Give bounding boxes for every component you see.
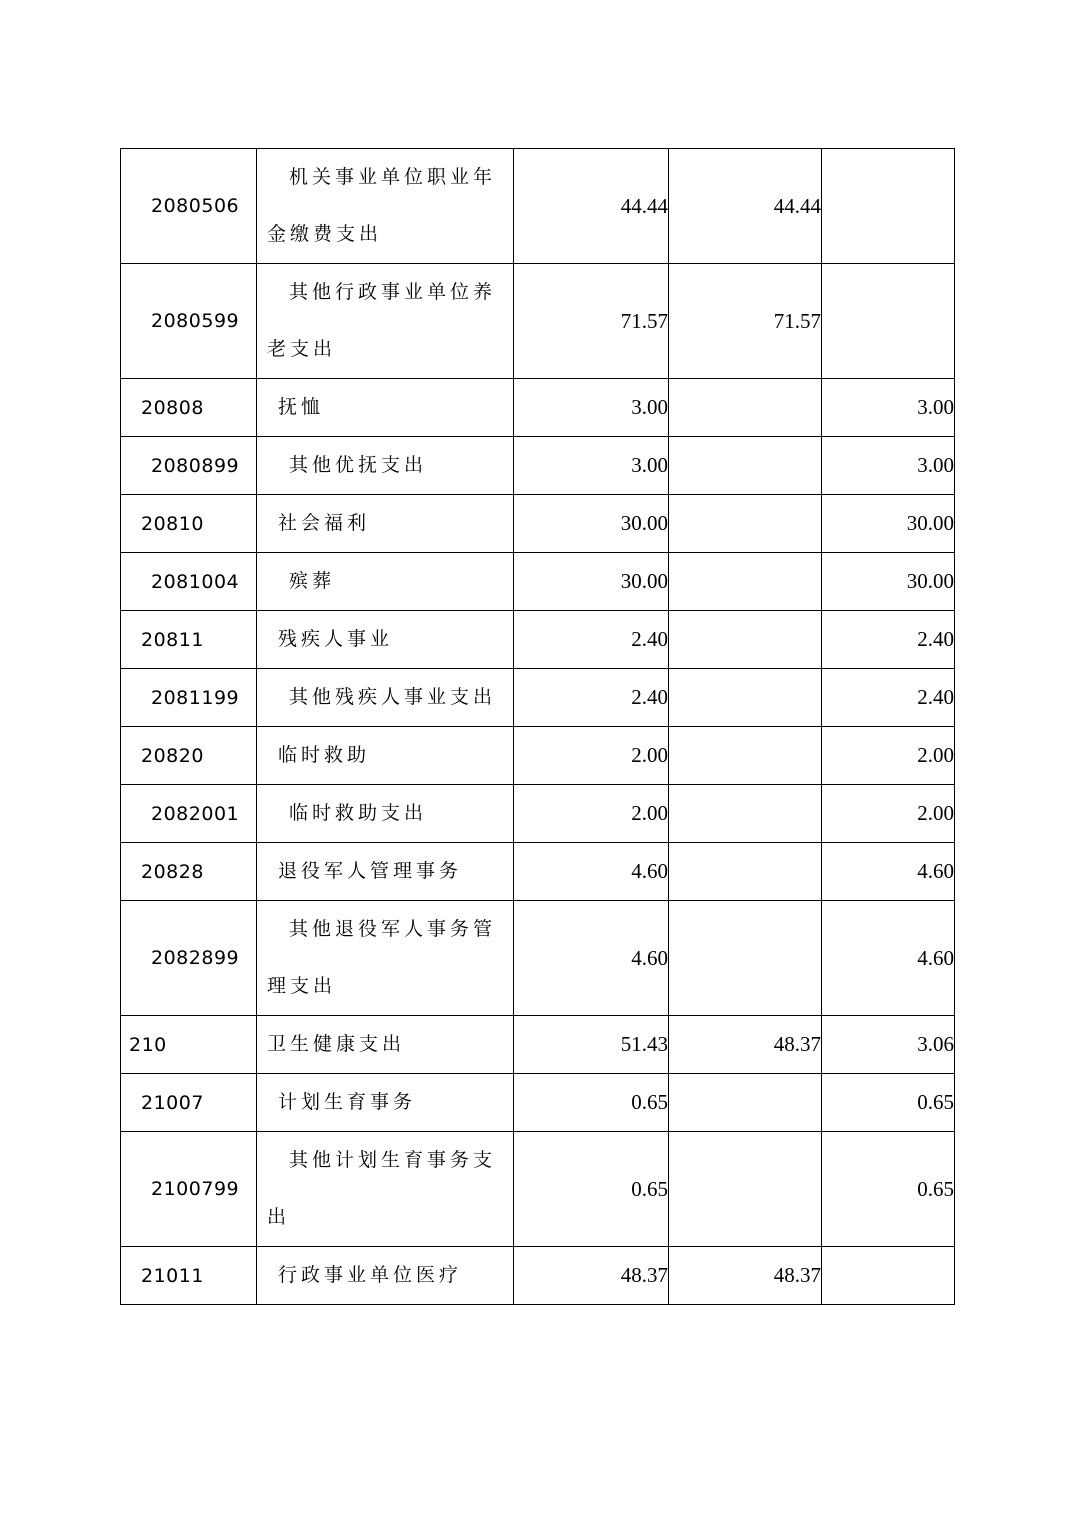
basic-expenditure <box>669 843 822 901</box>
basic-expenditure <box>669 1132 822 1247</box>
basic-expenditure <box>669 727 822 785</box>
function-code: 2081004 <box>121 553 257 611</box>
total-amount: 0.65 <box>514 1074 669 1132</box>
function-name: 殡葬 <box>257 553 514 611</box>
project-expenditure: 2.00 <box>822 727 955 785</box>
project-expenditure: 30.00 <box>822 495 955 553</box>
total-amount: 30.00 <box>514 553 669 611</box>
function-name: 行政事业单位医疗 <box>257 1247 514 1305</box>
function-code: 2080599 <box>121 264 257 379</box>
project-expenditure: 30.00 <box>822 553 955 611</box>
project-expenditure <box>822 1247 955 1305</box>
total-amount: 51.43 <box>514 1016 669 1074</box>
function-name: 社会福利 <box>257 495 514 553</box>
project-expenditure: 4.60 <box>822 901 955 1016</box>
function-code: 2082001 <box>121 785 257 843</box>
function-name: 临时救助 <box>257 727 514 785</box>
table-row <box>121 264 955 379</box>
table-row <box>121 437 955 495</box>
basic-expenditure <box>669 379 822 437</box>
total-amount: 3.00 <box>514 437 669 495</box>
table-row <box>121 379 955 437</box>
project-expenditure: 2.40 <box>822 669 955 727</box>
function-name: 其他行政事业单位养老支出 <box>257 264 514 379</box>
basic-expenditure <box>669 437 822 495</box>
basic-expenditure <box>669 669 822 727</box>
function-code: 20808 <box>121 379 257 437</box>
table-row <box>121 727 955 785</box>
total-amount: 71.57 <box>514 264 669 379</box>
function-name: 其他退役军人事务管理支出 <box>257 901 514 1016</box>
function-code: 2082899 <box>121 901 257 1016</box>
function-name: 其他优抚支出 <box>257 437 514 495</box>
basic-expenditure <box>669 901 822 1016</box>
function-name: 机关事业单位职业年金缴费支出 <box>257 149 514 264</box>
function-code: 210 <box>121 1016 257 1074</box>
table-row <box>121 495 955 553</box>
project-expenditure: 4.60 <box>822 843 955 901</box>
total-amount: 48.37 <box>514 1247 669 1305</box>
function-code: 20820 <box>121 727 257 785</box>
basic-expenditure <box>669 553 822 611</box>
basic-expenditure: 48.37 <box>669 1247 822 1305</box>
function-code: 21011 <box>121 1247 257 1305</box>
basic-expenditure: 71.57 <box>669 264 822 379</box>
function-code: 20811 <box>121 611 257 669</box>
project-expenditure <box>822 264 955 379</box>
total-amount: 2.00 <box>514 785 669 843</box>
total-amount: 44.44 <box>514 149 669 264</box>
table-row <box>121 553 955 611</box>
project-expenditure: 3.06 <box>822 1016 955 1074</box>
total-amount: 4.60 <box>514 901 669 1016</box>
project-expenditure: 2.40 <box>822 611 955 669</box>
basic-expenditure <box>669 785 822 843</box>
project-expenditure: 3.00 <box>822 437 955 495</box>
total-amount: 0.65 <box>514 1132 669 1247</box>
total-amount: 2.00 <box>514 727 669 785</box>
table-row <box>121 1247 955 1305</box>
table-row <box>121 1074 955 1132</box>
function-name: 临时救助支出 <box>257 785 514 843</box>
function-code: 20810 <box>121 495 257 553</box>
table-row <box>121 149 955 264</box>
total-amount: 4.60 <box>514 843 669 901</box>
project-expenditure <box>822 149 955 264</box>
basic-expenditure: 48.37 <box>669 1016 822 1074</box>
project-expenditure: 2.00 <box>822 785 955 843</box>
table-row <box>121 1016 955 1074</box>
function-code: 21007 <box>121 1074 257 1132</box>
total-amount: 2.40 <box>514 669 669 727</box>
total-amount: 2.40 <box>514 611 669 669</box>
basic-expenditure <box>669 1074 822 1132</box>
function-code: 2081199 <box>121 669 257 727</box>
function-name: 计划生育事务 <box>257 1074 514 1132</box>
project-expenditure: 0.65 <box>822 1074 955 1132</box>
function-name: 残疾人事业 <box>257 611 514 669</box>
basic-expenditure: 44.44 <box>669 149 822 264</box>
table-row <box>121 1132 955 1247</box>
table-row <box>121 785 955 843</box>
function-code: 2080506 <box>121 149 257 264</box>
table-row <box>121 901 955 1016</box>
total-amount: 30.00 <box>514 495 669 553</box>
function-name: 退役军人管理事务 <box>257 843 514 901</box>
function-name: 其他残疾人事业支出 <box>257 669 514 727</box>
total-amount: 3.00 <box>514 379 669 437</box>
project-expenditure: 3.00 <box>822 379 955 437</box>
project-expenditure: 0.65 <box>822 1132 955 1247</box>
function-name: 卫生健康支出 <box>257 1016 514 1074</box>
function-name: 其他计划生育事务支出 <box>257 1132 514 1247</box>
basic-expenditure <box>669 495 822 553</box>
function-code: 2080899 <box>121 437 257 495</box>
table-row <box>121 843 955 901</box>
table-row <box>121 669 955 727</box>
budget-expenditure-table <box>120 148 955 1305</box>
function-code: 20828 <box>121 843 257 901</box>
function-name: 抚恤 <box>257 379 514 437</box>
function-code: 2100799 <box>121 1132 257 1247</box>
basic-expenditure <box>669 611 822 669</box>
table-row <box>121 611 955 669</box>
